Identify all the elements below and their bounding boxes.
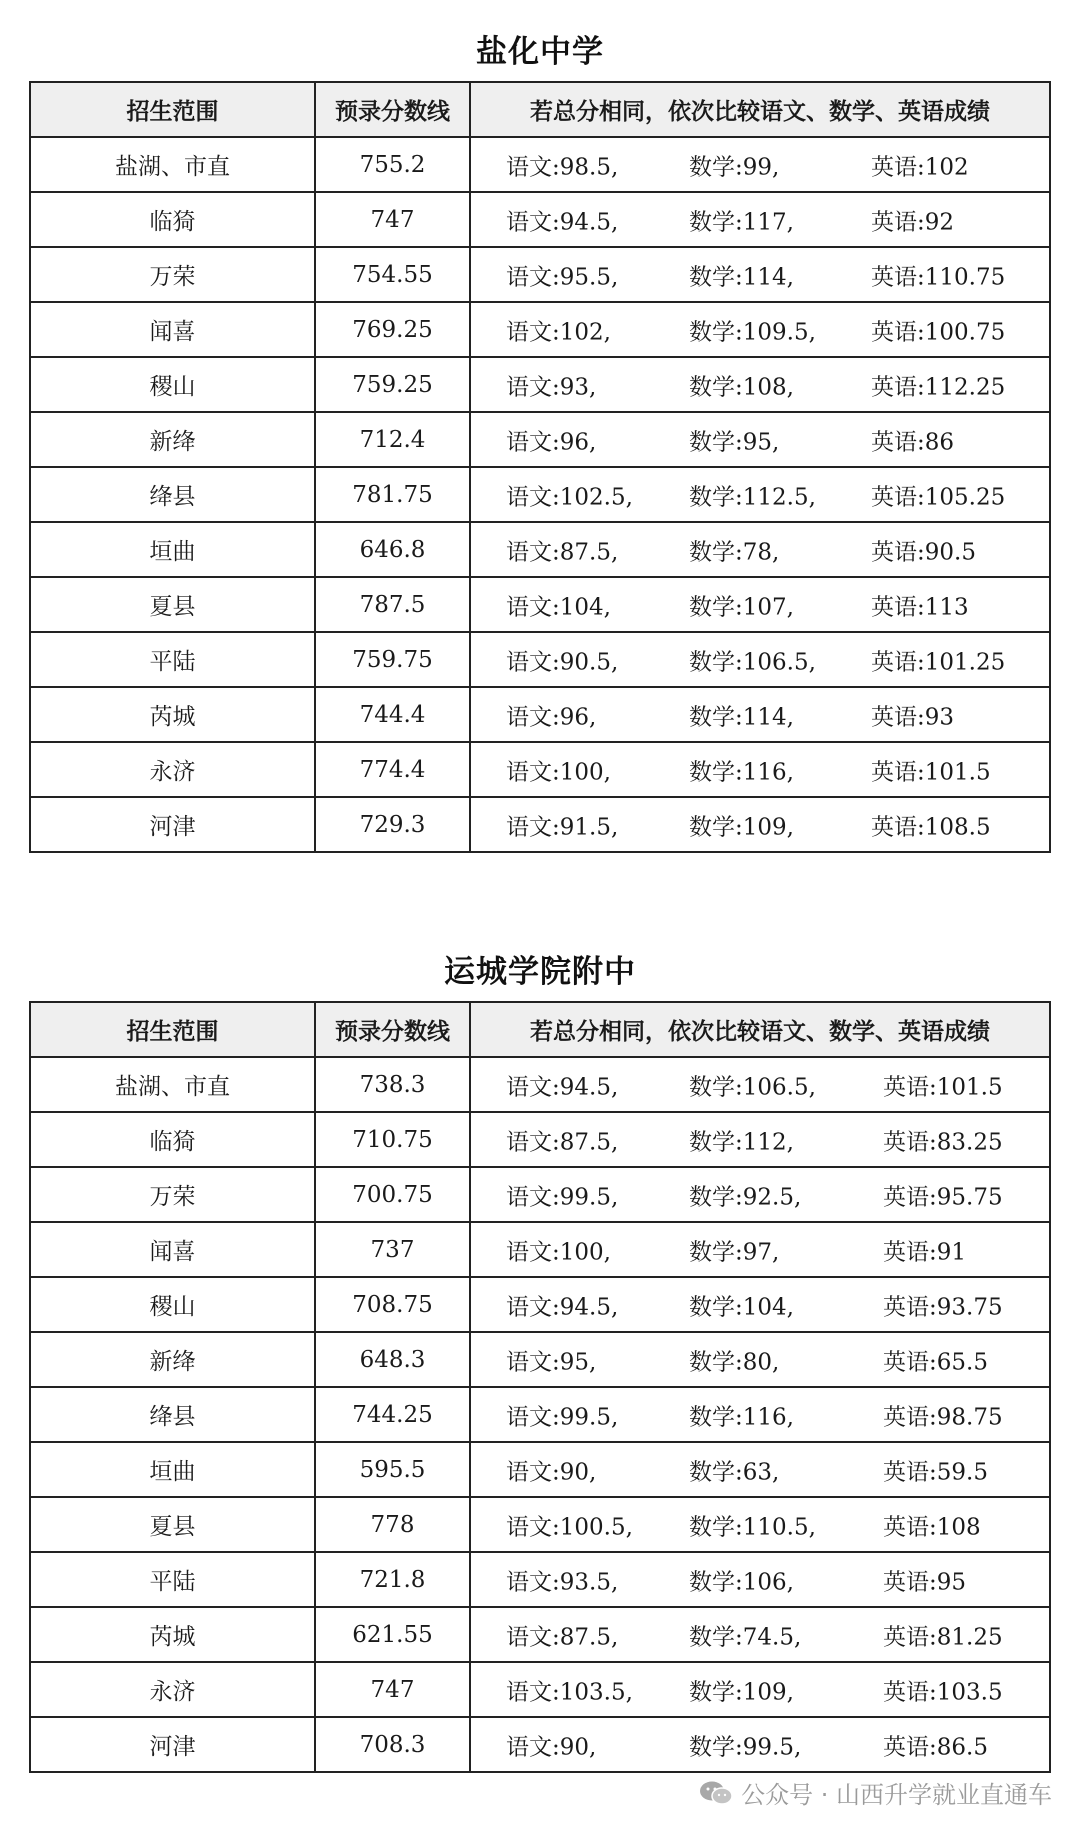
cell-tiebreak [470,1057,1050,1112]
cell-tiebreak [470,302,1050,357]
cell-tiebreak [470,1387,1050,1442]
chinese-score: 语文:90, [506,1734,597,1760]
table-row [30,742,1050,797]
cell-tiebreak [470,632,1050,687]
chinese-score: 语文:94.5, [506,1294,619,1320]
table-row [30,1332,1050,1387]
english-score: 英语:90.5 [871,539,976,565]
chinese-score: 语文:102, [506,319,611,345]
cell-score: 710.75 [315,1112,470,1167]
cell-tiebreak [470,137,1050,192]
cell-area: 绛县 [30,467,315,522]
table-row [30,357,1050,412]
english-score: 英语:101.5 [871,759,991,785]
chinese-score: 语文:94.5, [506,1074,619,1100]
math-score: 数学:109.5, [689,319,816,345]
cell-area: 万荣 [30,1167,315,1222]
cell-area: 垣曲 [30,522,315,577]
cell-score: 744.25 [315,1387,470,1442]
cell-score: 781.75 [315,467,470,522]
chinese-score: 语文:90.5, [506,649,619,675]
math-score: 数学:116, [689,1404,794,1430]
table-row [30,467,1050,522]
english-score: 英语:93 [871,704,955,730]
chinese-score: 语文:98.5, [506,154,619,180]
math-score: 数学:95, [689,429,780,455]
math-score: 数学:107, [689,594,794,620]
math-score: 数学:106, [689,1569,794,1595]
math-score: 数学:99.5, [689,1734,802,1760]
math-score: 数学:117, [689,209,794,235]
table-row [30,1222,1050,1277]
math-score: 数学:106.5, [689,1074,816,1100]
english-score: 英语:102 [871,154,969,180]
table-row [30,1497,1050,1552]
math-score: 数学:114, [689,264,794,290]
math-score: 数学:108, [689,374,794,400]
cell-tiebreak [470,1332,1050,1387]
cell-score: 729.3 [315,797,470,852]
table-row [30,1717,1050,1772]
english-score: 英语:95 [883,1569,967,1595]
english-score: 英语:101.25 [871,649,1006,675]
watermark [699,1775,1052,1810]
cell-tiebreak [470,1442,1050,1497]
chinese-score: 语文:100.5, [506,1514,633,1540]
english-score: 英语:95.75 [883,1184,1003,1210]
english-score: 英语:112.25 [871,374,1006,400]
table-row [30,1607,1050,1662]
chinese-score: 语文:103.5, [506,1679,633,1705]
cell-score: 738.3 [315,1057,470,1112]
english-score: 英语:98.75 [883,1404,1003,1430]
table-row [30,1277,1050,1332]
cell-tiebreak [470,1717,1050,1772]
cell-area: 稷山 [30,357,315,412]
cell-area: 临猗 [30,192,315,247]
cell-area: 芮城 [30,687,315,742]
english-score: 英语:110.75 [871,264,1006,290]
cell-tiebreak [470,247,1050,302]
english-score: 英语:91 [883,1239,967,1265]
cell-score: 747 [315,1662,470,1717]
cell-score: 737 [315,1222,470,1277]
math-score: 数学:112, [689,1129,794,1155]
math-score: 数学:114, [689,704,794,730]
chinese-score: 语文:99.5, [506,1184,619,1210]
section-title-2: 运城学院附中 [444,954,636,990]
chinese-score: 语文:94.5, [506,209,619,235]
cell-score: 700.75 [315,1167,470,1222]
chinese-score: 语文:90, [506,1459,597,1485]
score-table-2 [29,1001,1051,1773]
table-row [30,1552,1050,1607]
cell-score: 754.55 [315,247,470,302]
score-table-1 [29,81,1051,853]
english-score: 英语:83.25 [883,1129,1003,1155]
math-score: 数学:110.5, [689,1514,816,1540]
cell-score: 755.2 [315,137,470,192]
cell-tiebreak [470,412,1050,467]
table-row [30,797,1050,852]
english-score: 英语:92 [871,209,955,235]
header-area: 招生范围 [30,82,315,137]
cell-area: 万荣 [30,247,315,302]
table-row [30,192,1050,247]
english-score: 英语:81.25 [883,1624,1003,1650]
cell-score: 787.5 [315,577,470,632]
chinese-score: 语文:95, [506,1349,597,1375]
english-score: 英语:103.5 [883,1679,1003,1705]
english-score: 英语:59.5 [883,1459,988,1485]
cell-score: 648.3 [315,1332,470,1387]
cell-tiebreak [470,687,1050,742]
cell-score: 778 [315,1497,470,1552]
chinese-score: 语文:93.5, [506,1569,619,1595]
chinese-score: 语文:91.5, [506,814,619,840]
math-score: 数学:92.5, [689,1184,802,1210]
cell-score: 712.4 [315,412,470,467]
cell-score: 769.25 [315,302,470,357]
cell-area: 稷山 [30,1277,315,1332]
english-score: 英语:65.5 [883,1349,988,1375]
header-area: 招生范围 [30,1002,315,1057]
cell-tiebreak [470,1167,1050,1222]
cell-tiebreak [470,797,1050,852]
cell-tiebreak [470,522,1050,577]
cell-area: 夏县 [30,1497,315,1552]
cell-score: 708.75 [315,1277,470,1332]
chinese-score: 语文:100, [506,1239,611,1265]
math-score: 数学:99, [689,154,780,180]
chinese-score: 语文:95.5, [506,264,619,290]
table-header-row [30,1002,1050,1057]
table-row [30,687,1050,742]
cell-tiebreak [470,1277,1050,1332]
cell-area: 临猗 [30,1112,315,1167]
cell-area: 闻喜 [30,302,315,357]
english-score: 英语:113 [871,594,969,620]
cell-score: 744.4 [315,687,470,742]
math-score: 数学:116, [689,759,794,785]
table-row [30,1167,1050,1222]
cell-area: 永济 [30,1662,315,1717]
cell-tiebreak [470,577,1050,632]
cell-score: 621.55 [315,1607,470,1662]
chinese-score: 语文:87.5, [506,1624,619,1650]
cell-score: 595.5 [315,1442,470,1497]
cell-score: 747 [315,192,470,247]
chinese-score: 语文:87.5, [506,539,619,565]
cell-area: 河津 [30,797,315,852]
table-row [30,137,1050,192]
table-row [30,1662,1050,1717]
cell-tiebreak [470,1222,1050,1277]
english-score: 英语:105.25 [871,484,1006,510]
cell-score: 708.3 [315,1717,470,1772]
cell-tiebreak [470,742,1050,797]
chinese-score: 语文:100, [506,759,611,785]
wechat-icon [699,1780,733,1806]
english-score: 英语:108 [883,1514,981,1540]
cell-tiebreak [470,1552,1050,1607]
table-row [30,1442,1050,1497]
english-score: 英语:93.75 [883,1294,1003,1320]
english-score: 英语:86.5 [883,1734,988,1760]
chinese-score: 语文:102.5, [506,484,633,510]
math-score: 数学:63, [689,1459,780,1485]
table-row [30,247,1050,302]
cell-area: 盐湖、市直 [30,137,315,192]
chinese-score: 语文:87.5, [506,1129,619,1155]
cell-score: 646.8 [315,522,470,577]
math-score: 数学:97, [689,1239,780,1265]
math-score: 数学:80, [689,1349,780,1375]
header-tiebreak: 若总分相同，依次比较语文、数学、英语成绩 [470,1002,1050,1057]
cell-tiebreak [470,1662,1050,1717]
english-score: 英语:100.75 [871,319,1006,345]
section-title-1: 盐化中学 [476,34,604,70]
header-score: 预录分数线 [315,1002,470,1057]
chinese-score: 语文:96, [506,429,597,455]
cell-area: 绛县 [30,1387,315,1442]
math-score: 数学:109, [689,814,794,840]
header-tiebreak: 若总分相同，依次比较语文、数学、英语成绩 [470,82,1050,137]
cell-tiebreak [470,192,1050,247]
cell-score: 759.25 [315,357,470,412]
chinese-score: 语文:99.5, [506,1404,619,1430]
table-row [30,1112,1050,1167]
english-score: 英语:108.5 [871,814,991,840]
cell-score: 759.75 [315,632,470,687]
table-row [30,522,1050,577]
cell-area: 盐湖、市直 [30,1057,315,1112]
cell-tiebreak [470,1607,1050,1662]
cell-area: 平陆 [30,632,315,687]
cell-tiebreak [470,1497,1050,1552]
table-row [30,412,1050,467]
math-score: 数学:109, [689,1679,794,1705]
cell-area: 永济 [30,742,315,797]
cell-score: 721.8 [315,1552,470,1607]
math-score: 数学:104, [689,1294,794,1320]
cell-area: 平陆 [30,1552,315,1607]
english-score: 英语:86 [871,429,955,455]
chinese-score: 语文:96, [506,704,597,730]
math-score: 数学:78, [689,539,780,565]
english-score: 英语:101.5 [883,1074,1003,1100]
cell-tiebreak [470,1112,1050,1167]
chinese-score: 语文:104, [506,594,611,620]
table-row [30,302,1050,357]
math-score: 数学:106.5, [689,649,816,675]
cell-area: 新绛 [30,412,315,467]
header-score: 预录分数线 [315,82,470,137]
math-score: 数学:112.5, [689,484,816,510]
cell-area: 新绛 [30,1332,315,1387]
table-header-row [30,82,1050,137]
cell-tiebreak [470,467,1050,522]
cell-area: 闻喜 [30,1222,315,1277]
cell-area: 芮城 [30,1607,315,1662]
watermark-text: 公众号 · 山西升学就业直通车 [741,1781,1052,1809]
table-row [30,632,1050,687]
cell-area: 夏县 [30,577,315,632]
cell-area: 河津 [30,1717,315,1772]
math-score: 数学:74.5, [689,1624,802,1650]
cell-tiebreak [470,357,1050,412]
table-row [30,1387,1050,1442]
cell-area: 垣曲 [30,1442,315,1497]
cell-score: 774.4 [315,742,470,797]
table-row [30,1057,1050,1112]
chinese-score: 语文:93, [506,374,597,400]
table-row [30,577,1050,632]
